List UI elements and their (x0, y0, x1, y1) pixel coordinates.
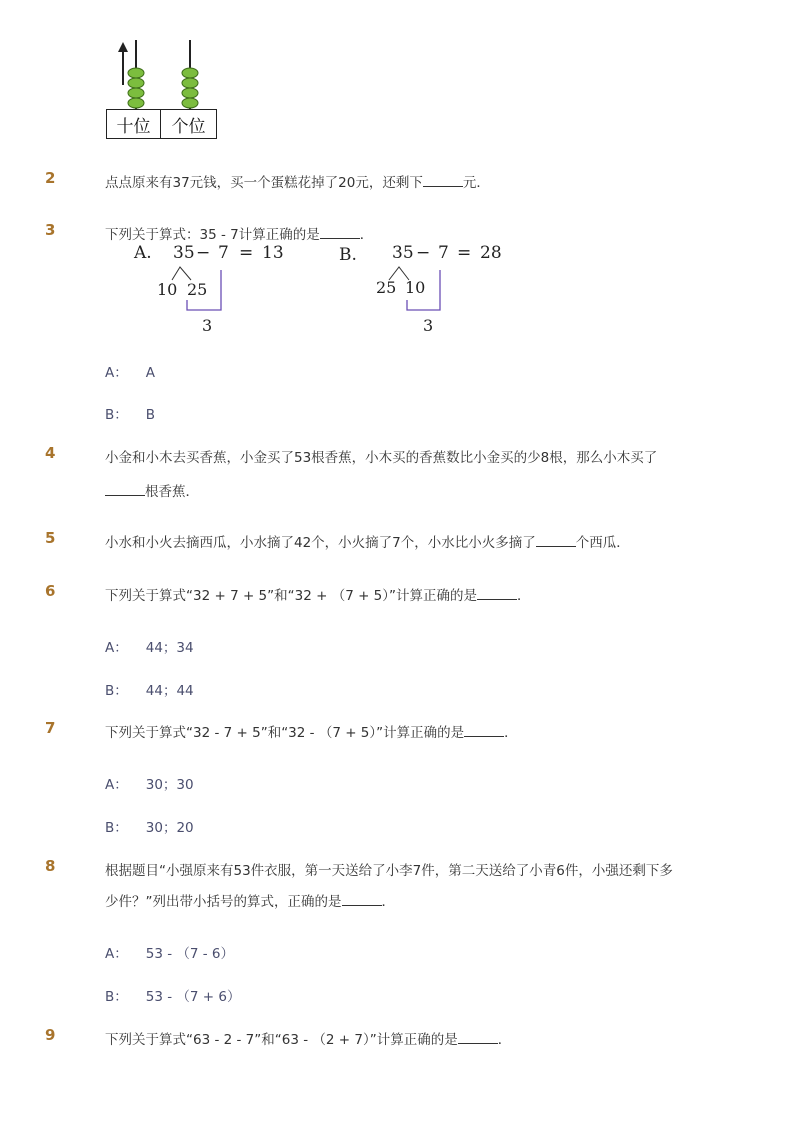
answer-blank (458, 1031, 498, 1044)
question-number: 2 (45, 169, 56, 187)
method-b-sub: 3 (423, 316, 434, 335)
question-number: 6 (45, 582, 56, 600)
tens-label: 十位 (106, 109, 161, 139)
method-b-eq: = (457, 243, 472, 263)
abacus-bead (182, 88, 198, 98)
question-text: 下列关于算式“32 - 7 + 5”和“32 - （7 + 5）”计算正确的是 ． (105, 725, 518, 741)
question-number: 8 (45, 857, 56, 875)
answer-blank (477, 587, 517, 600)
question-text-line1: 根据题目“小强原来有53件衣服，第一天送给了小李7件，第二天送给了小青6件，小强还剩下多 (105, 863, 673, 879)
question-text: 小水和小火去摘西瓜，小水摘了42个，小火摘了7个，小水比小火多摘了 个西瓜． (105, 535, 630, 551)
question-number: 7 (45, 719, 56, 737)
answer-blank (105, 483, 145, 496)
answer-blank (342, 893, 382, 906)
question-number: 5 (45, 529, 56, 547)
question-text: 下列关于算式“63 - 2 - 7”和“63 - （2 + 7）”计算正确的是 ． (105, 1032, 512, 1048)
abacus-bead (182, 78, 198, 88)
method-a-n1: 35 (173, 243, 195, 263)
ones-beads (182, 68, 198, 108)
question-number: 4 (45, 444, 56, 462)
method-a-sub: 3 (202, 316, 213, 335)
answer-blank (320, 226, 360, 239)
abacus-bead (128, 78, 144, 88)
answer-blank (423, 174, 463, 187)
arrow-head-icon (118, 42, 128, 52)
option-a[interactable]: A： 53 - （7 - 6） (105, 946, 235, 962)
question-text: 下列关于算式“32 + 7 + 5”和“32 + （7 + 5）”计算正确的是 ． (105, 588, 531, 604)
answer-blank (464, 724, 504, 737)
option-b[interactable]: B： B (105, 407, 156, 423)
question-text-line2: 根香蕉． (105, 480, 199, 500)
ones-label: 个位 (160, 109, 217, 139)
method-b-split2: 10 (405, 278, 426, 297)
tens-beads (128, 68, 144, 108)
abacus-rods (105, 35, 220, 111)
abacus-bead (182, 98, 198, 108)
method-a-result: 13 (262, 243, 284, 263)
method-b-result: 28 (480, 243, 502, 263)
method-b-op: − (416, 243, 431, 263)
method-a-label: A. (134, 243, 152, 263)
abacus-bead (128, 68, 144, 78)
abacus-bead (182, 68, 198, 78)
method-a-split2: 25 (187, 280, 208, 299)
method-a-eq: = (239, 243, 254, 263)
question-text: 点点原来有37元钱，买一个蛋糕花掉了20元，还剩下 元． (105, 175, 490, 191)
method-b-split1: 25 (376, 278, 397, 297)
option-a[interactable]: A： 44；34 (105, 640, 194, 656)
option-a[interactable]: A： A (105, 365, 155, 381)
answer-blank (536, 534, 576, 547)
method-b-label: B. (339, 245, 357, 265)
option-b[interactable]: B： 30；20 (105, 820, 194, 836)
method-a-op: − (196, 243, 211, 263)
question-number: 9 (45, 1026, 56, 1044)
method-a-split1: 10 (157, 280, 178, 299)
question-text-line1: 小金和小木去买香蕉，小金买了53根香蕉，小木买的香蕉数比小金买的少8根，那么小木买了 (105, 450, 658, 466)
question-text-line2: 少件？”列出带小括号的算式，正确的是 ． (105, 894, 395, 910)
abacus-bead (128, 88, 144, 98)
option-b[interactable]: B： 44；44 (105, 683, 194, 699)
question-text: 下列关于算式：35 - 7计算正确的是 ． (105, 227, 374, 243)
option-b[interactable]: B： 53 - （7 + 6） (105, 989, 241, 1005)
method-b-n1: 35 (392, 243, 414, 263)
method-a-n2: 7 (218, 243, 229, 263)
abacus-bead (128, 98, 144, 108)
option-a[interactable]: A： 30；30 (105, 777, 194, 793)
method-b-n2: 7 (438, 243, 449, 263)
question-number: 3 (45, 221, 56, 239)
